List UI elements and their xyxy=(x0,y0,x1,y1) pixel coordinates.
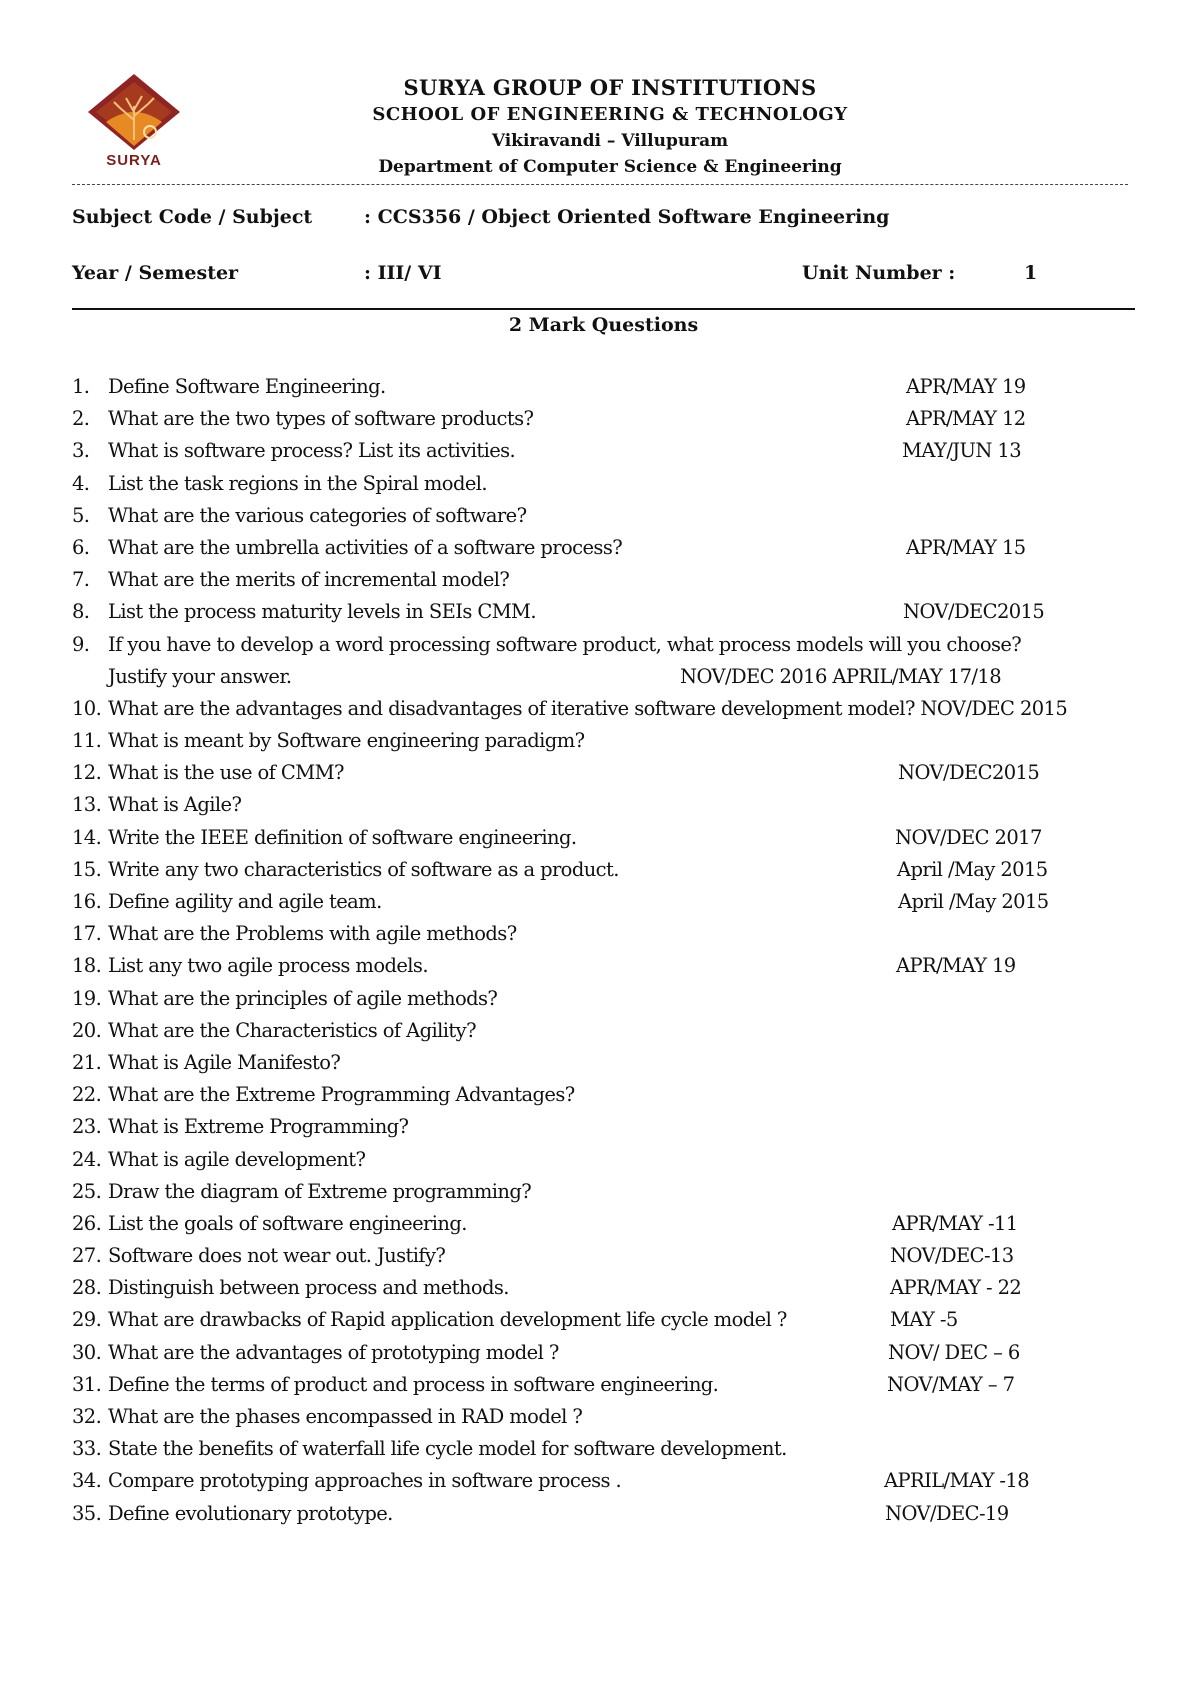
question-list xyxy=(72,371,1142,1530)
subject-label: Subject Code / Subject xyxy=(72,206,313,228)
question-item xyxy=(72,1337,1142,1369)
question-number: 24. xyxy=(72,1147,102,1171)
exam-reference: APR/MAY 19 xyxy=(896,954,1016,978)
question-item xyxy=(72,1369,1142,1401)
question-text: What are the merits of incremental model? xyxy=(108,568,510,592)
question-text: If you have to develop a word processing software product, what process models will you choose? xyxy=(108,632,1022,656)
question-item xyxy=(72,1144,1142,1176)
question-item xyxy=(72,918,1142,950)
question-text: What is Agile Manifesto? xyxy=(108,1050,341,1074)
question-item xyxy=(72,371,1142,403)
question-number: 5. xyxy=(72,503,90,527)
question-text: Define Software Engineering. xyxy=(108,375,386,398)
question-item xyxy=(72,1401,1142,1433)
question-item xyxy=(72,1047,1142,1079)
department-name: Department of Computer Science & Engineering xyxy=(378,157,842,177)
year-row xyxy=(72,262,1132,290)
question-text: What are drawbacks of Rapid application development life cycle model ? xyxy=(108,1308,787,1332)
unit-value: 1 xyxy=(1024,262,1038,284)
question-text: Draw the diagram of Extreme programming? xyxy=(108,1179,532,1203)
question-number: 28. xyxy=(72,1276,102,1300)
question-number: 3. xyxy=(72,439,90,463)
exam-reference: NOV/ DEC – 6 xyxy=(888,1340,1020,1364)
question-item xyxy=(72,403,1142,435)
question-text: What are the phases encompassed in RAD model ? xyxy=(108,1405,583,1428)
section-title: 2 Mark Questions xyxy=(508,314,699,336)
exam-reference: APR/MAY 15 xyxy=(906,535,1026,559)
exam-reference: April /May 2015 xyxy=(897,857,1048,881)
question-text: What is Extreme Programming? xyxy=(108,1115,409,1139)
surya-logo-emblem xyxy=(84,72,184,156)
question-text: What are the two types of software products? xyxy=(108,407,534,431)
question-number: 30. xyxy=(72,1340,102,1364)
question-number: 23. xyxy=(72,1115,102,1139)
institution-name: SURYA GROUP OF INSTITUTIONS xyxy=(403,75,817,100)
question-number: 13. xyxy=(72,793,102,817)
question-number: 22. xyxy=(72,1083,102,1107)
question-number: 11. xyxy=(72,729,102,753)
question-number: 26. xyxy=(72,1211,102,1235)
question-number: 7. xyxy=(72,568,90,592)
exam-reference: APR/MAY - 22 xyxy=(890,1276,1022,1300)
question-item xyxy=(72,596,1142,628)
question-number: 33. xyxy=(72,1437,102,1461)
surya-logo xyxy=(84,72,184,176)
question-text: What is the use of CMM? xyxy=(108,761,344,785)
question-item xyxy=(72,725,1142,757)
exam-reference: APR/MAY -11 xyxy=(892,1211,1018,1235)
question-text: What are the Characteristics of Agility? xyxy=(108,1018,476,1042)
question-number: 9. xyxy=(72,632,90,656)
question-number: 16. xyxy=(72,890,102,913)
exam-reference: NOV/DEC-13 xyxy=(890,1244,1014,1268)
question-text: What is agile development? xyxy=(108,1147,366,1171)
question-number: 2. xyxy=(72,407,90,431)
question-item xyxy=(72,693,1142,725)
question-number: 18. xyxy=(72,954,102,978)
question-item xyxy=(72,886,1142,918)
question-text: List any two agile process models. xyxy=(108,954,428,978)
question-number: 4. xyxy=(72,471,90,495)
question-item xyxy=(72,661,1142,693)
question-number: 31. xyxy=(72,1372,102,1396)
question-item xyxy=(72,789,1142,821)
question-text: What are the various categories of software? xyxy=(108,503,527,527)
question-item xyxy=(72,435,1142,467)
question-text: What are the Extreme Programming Advantages? xyxy=(108,1083,575,1107)
question-item xyxy=(72,1433,1142,1465)
exam-reference: APR/MAY 12 xyxy=(906,407,1026,431)
question-text: Write any two characteristics of software as a product. xyxy=(108,857,619,881)
question-item xyxy=(72,983,1142,1015)
question-item xyxy=(72,532,1142,564)
question-number: 12. xyxy=(72,761,102,785)
logo-text: SURYA xyxy=(106,152,162,169)
question-text: Define agility and agile team. xyxy=(108,890,382,913)
subject-value: : CCS356 / Object Oriented Software Engineering xyxy=(364,206,890,228)
exam-reference: NOV/DEC2015 xyxy=(898,761,1040,785)
question-item xyxy=(72,629,1142,661)
question-number: 1. xyxy=(72,375,90,398)
school-name: SCHOOL OF ENGINEERING & TECHNOLOGY xyxy=(372,104,848,125)
year-label: Year / Semester xyxy=(72,262,239,284)
question-text: What are the Problems with agile methods? xyxy=(108,922,517,946)
question-text: Define evolutionary prototype. xyxy=(108,1501,393,1525)
question-number: 32. xyxy=(72,1405,102,1428)
question-number: 15. xyxy=(72,857,102,881)
question-number: 29. xyxy=(72,1308,102,1332)
question-item xyxy=(72,822,1142,854)
question-number: 25. xyxy=(72,1179,102,1203)
question-text: Software does not wear out. Justify? xyxy=(108,1244,446,1268)
question-number: 14. xyxy=(72,825,102,849)
unit-label: Unit Number : xyxy=(802,262,956,284)
question-item xyxy=(72,1240,1142,1272)
question-text: Distinguish between process and methods. xyxy=(108,1276,509,1300)
question-text: List the task regions in the Spiral model. xyxy=(108,471,488,495)
exam-reference: NOV/DEC-19 xyxy=(885,1501,1009,1525)
question-text: What are the umbrella activities of a software process? xyxy=(108,535,623,559)
question-item xyxy=(72,854,1142,886)
question-number: 10. xyxy=(72,696,102,720)
question-text: Compare prototyping approaches in software process . xyxy=(108,1469,622,1493)
question-item xyxy=(72,500,1142,532)
question-item xyxy=(72,1208,1142,1240)
question-number: 21. xyxy=(72,1050,102,1074)
location: Vikiravandi – Villupuram xyxy=(491,131,729,151)
question-item xyxy=(72,1015,1142,1047)
subject-row xyxy=(72,206,1132,234)
question-item xyxy=(72,1304,1142,1336)
question-number: 20. xyxy=(72,1018,102,1042)
question-text: Define the terms of product and process in software engineering. xyxy=(108,1372,719,1396)
question-text: List the process maturity levels in SEIs CMM. xyxy=(108,600,537,624)
exam-reference: NOV/DEC2015 xyxy=(903,600,1045,624)
exam-reference: NOV/MAY – 7 xyxy=(887,1372,1015,1396)
question-number: 6. xyxy=(72,535,90,559)
question-text: What are the advantages and disadvantages of iterative software development model? NOV/DEC 2015 xyxy=(108,696,1068,720)
year-value: : III/ VI xyxy=(364,262,442,284)
dashed-divider xyxy=(72,184,1128,185)
question-text: What are the principles of agile methods? xyxy=(108,986,498,1010)
question-text: State the benefits of waterfall life cycle model for software development. xyxy=(108,1437,787,1461)
question-item xyxy=(72,1272,1142,1304)
header-rule xyxy=(72,308,1135,310)
exam-reference: April /May 2015 xyxy=(898,890,1049,913)
exam-reference: NOV/DEC 2016 APRIL/MAY 17/18 xyxy=(680,664,1002,688)
institution-header xyxy=(300,74,920,180)
exam-reference: MAY/JUN 13 xyxy=(902,439,1022,463)
question-number: 34. xyxy=(72,1469,102,1493)
exam-reference: MAY -5 xyxy=(890,1308,958,1332)
exam-reference: APRIL/MAY -18 xyxy=(884,1469,1030,1493)
exam-reference: NOV/DEC 2017 xyxy=(895,825,1042,849)
question-text: What is meant by Software engineering paradigm? xyxy=(108,729,585,753)
question-item xyxy=(72,1498,1142,1530)
question-item xyxy=(72,757,1142,789)
question-text: What is Agile? xyxy=(108,793,242,817)
question-text: Justify your answer. xyxy=(108,664,292,688)
question-text: List the goals of software engineering. xyxy=(108,1211,467,1235)
question-item xyxy=(72,1111,1142,1143)
question-item xyxy=(72,1465,1142,1497)
question-item xyxy=(72,1079,1142,1111)
question-item xyxy=(72,564,1142,596)
question-text: Write the IEEE definition of software engineering. xyxy=(108,825,577,849)
question-number: 35. xyxy=(72,1501,102,1525)
question-text: What is software process? List its activities. xyxy=(108,439,516,463)
question-number: 27. xyxy=(72,1244,102,1268)
question-number: 8. xyxy=(72,600,90,624)
question-item xyxy=(72,950,1142,982)
exam-reference: APR/MAY 19 xyxy=(906,375,1026,398)
question-number: 19. xyxy=(72,986,102,1010)
question-text: What are the advantages of prototyping model ? xyxy=(108,1340,559,1364)
question-item xyxy=(72,468,1142,500)
question-item xyxy=(72,1176,1142,1208)
question-number: 17. xyxy=(72,922,102,946)
